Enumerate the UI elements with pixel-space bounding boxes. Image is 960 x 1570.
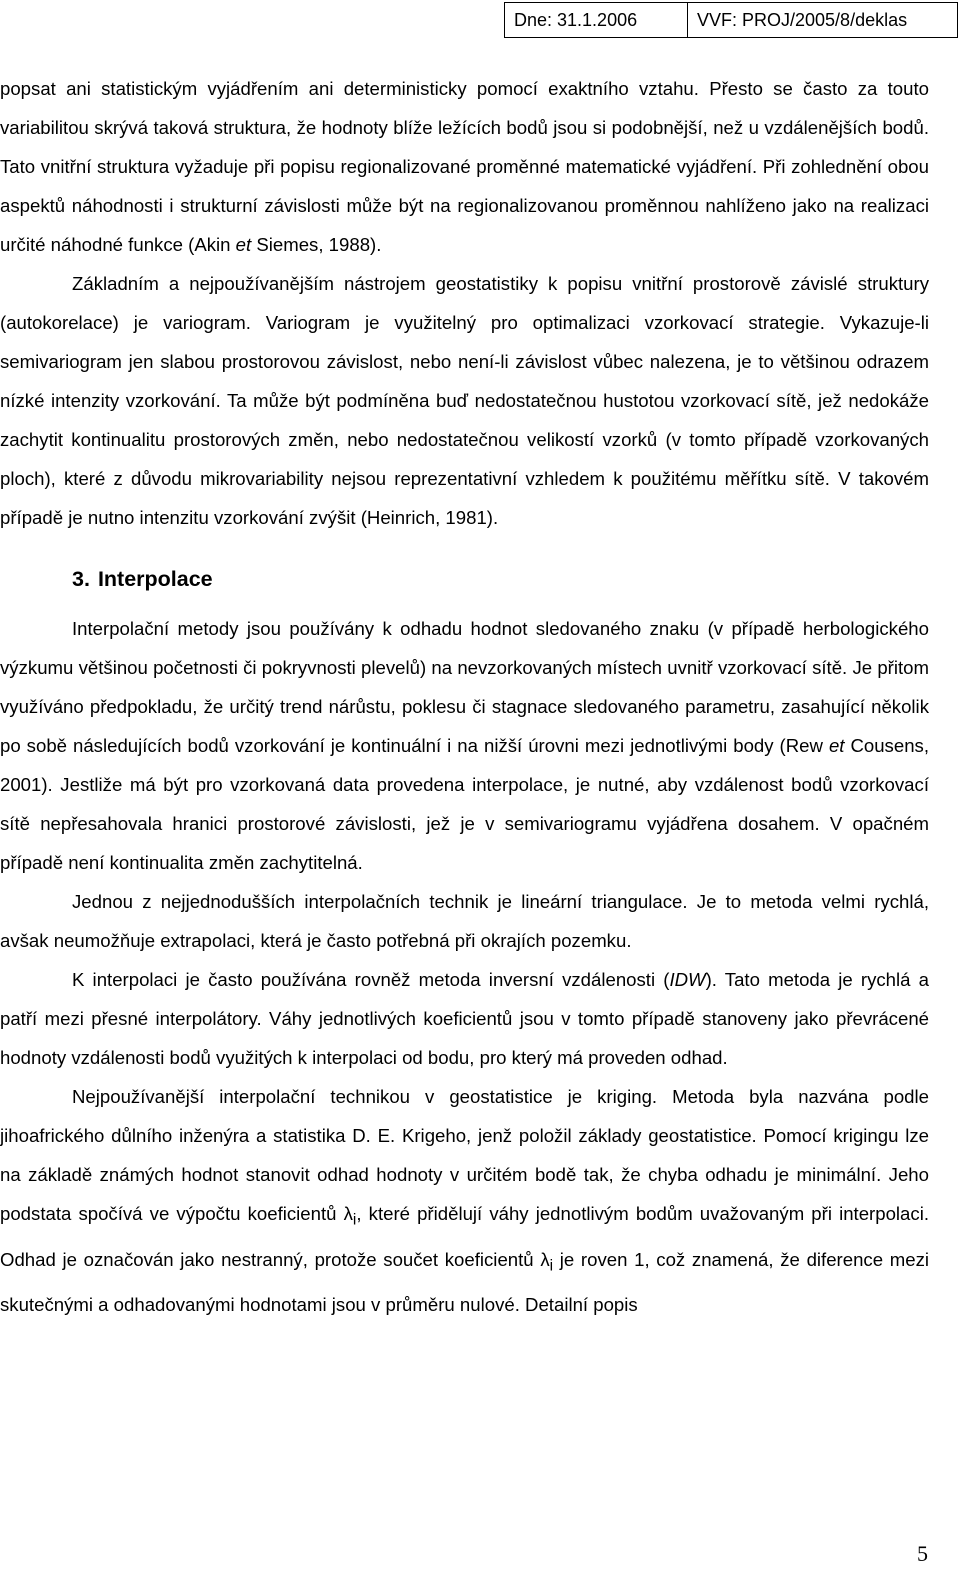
italic-et: et — [828, 735, 845, 756]
paragraph-2: Základním a nejpoužívanějším nástrojem geostatistiky k popisu vnitřní prostorově závislé struktury (autokorelace) je variogram. Variogram je využitelný pro optimalizaci vzorkovací strategie. Vykazuje-li semivariogram jen slabou prostorovou závislost, nebo není-li závislost vůbec nalezena, je to většinou odrazem nízké intenzity vzorkování. Ta může být podmíněna buď nedostatečnou hustotou vzorkovací sítě, jež nedokáže zachytit kontinualitu prostorových změn, nebo nedostatečnou velikostí vzorků (v tomto případě vzorkovaných ploch), které z důvodu mikrovariability nejsou reprezentativní vzhledem k použitému měřítku sítě. V takovém případě je nutno intenzitu vzorkování zvýšit (Heinrich, 1981). — [0, 273, 929, 528]
italic-et: et — [235, 234, 252, 255]
header-date: Dne: 31.1.2006 — [504, 2, 688, 38]
section-number: 3. — [72, 567, 90, 591]
paragraph-6: Nejpoužívanější interpolační technikou v geostatistice je kriging. Metoda byla nazvána podle jihoafrického důlního inženýra a statistika D. E. Krigeho, jenž položil základy geostatistice. Pomocí krigingu lze na základě známých hodnot stanovit odhad hodnoty v určitém bodě tak, že chyba odhadu je minimální. Jeho podstata spočívá ve výpočtu koeficientů $\lambda_i$, které přidělují váhy jednotlivým bodům uvažovaným při interpolaci. Odhad je označován jako nestranný, protože součet koeficientů $\lambda_i$ je roven 1, což znamená, že diference mezi skutečnými a odhadovanými hodnotami jsou v průměru nulové. Detailní popis — [0, 1086, 929, 1316]
paragraph-1: popsat ani statistickým vyjádřením ani deterministicky pomocí exaktního vztahu. Přesto se často za touto variabilitou skrývá taková struktura, že hodnoty blíže ležících bodů jsou si podobnější, než u vzdálenějších bodů. Tato vnitřní struktura vyžaduje při popisu regionalizované proměnné matematické vyjádření. Při zohlednění obou aspektů náhodnosti i strukturní závislosti může být na regionalizovanou proměnnou nahlíženo jako na realizaci určité náhodné funkce (Akin et Siemes, 1988). — [0, 78, 929, 255]
paragraph-4: Jednou z nejjednodušších interpolačních technik je lineární triangulace. Je to metoda velmi rychlá, avšak neumožňuje extrapolaci, která je často potřebná při okrajích pozemku. — [0, 891, 929, 951]
subscript-i: i — [352, 1211, 357, 1229]
paragraph-5: K interpolaci je často používána rovněž metoda inversní vzdálenosti (IDW). Tato metoda je rychlá a patří mezi přesné interpolátory. Váhy jednotlivých koeficientů jsou v tomto případě stanoveny jako převrácené hodnoty vzdálenosti bodů využitých k interpolaci od bodu, pro který má proveden odhad. — [0, 969, 929, 1068]
section-title: Interpolace — [97, 567, 213, 591]
paragraph-3: Interpolační metody jsou používány k odhadu hodnot sledovaného znaku (v případě herbologického výzkumu většinou početnosti či pokryvnosti plevelů) na nevzorkovaných místech uvnitř vzorkovací sítě. Je přitom využíváno předpokladu, že určitý trend nárůstu, poklesu či stagnace sledovaného parametru, zasahující několik po sobě následujících bodů vzorkování je kontinuální i na nižší úrovni mezi jednotlivými body (Rew et Cousens, 2001). Jestliže má být pro vzorkovaná data provedena interpolace, je nutné, aby vzdálenost bodů vzorkovací sítě nepřesahovala hranici prostorové závislosti, jež je v semivariogramu vyjádřena dosahem. V opačném případě není kontinualita změn zachytitelná. — [0, 618, 929, 873]
italic-idw: IDW — [669, 969, 706, 990]
header-reference: VVF: PROJ/2005/8/deklas — [688, 2, 958, 38]
subscript-i: i — [549, 1257, 554, 1275]
page-header — [504, 2, 958, 38]
section-heading — [72, 563, 929, 595]
page-number: 5 — [917, 1541, 928, 1566]
document-body — [0, 69, 929, 1324]
